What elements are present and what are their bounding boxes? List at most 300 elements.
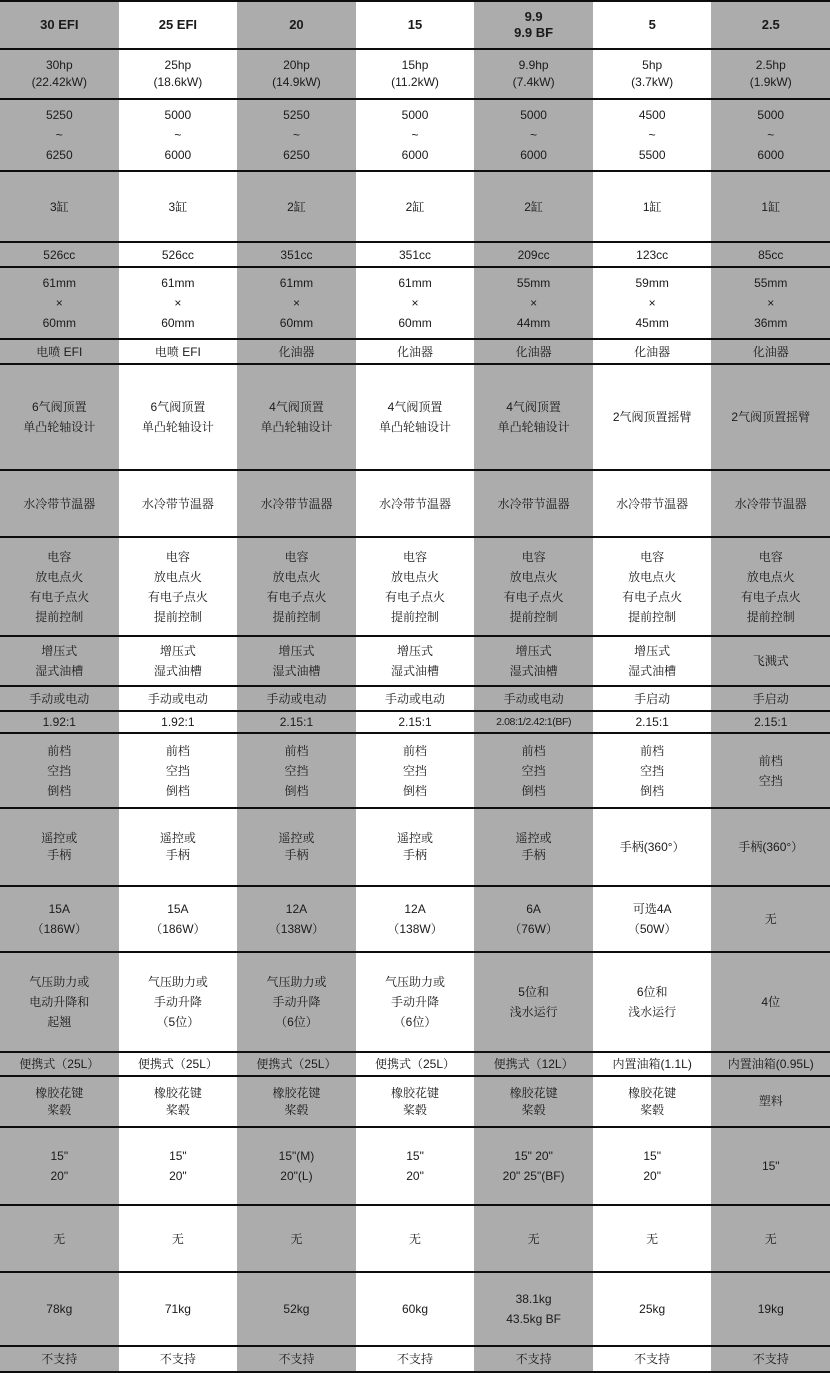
cell-text: 增压式: [41, 644, 78, 658]
cell-text: 15": [169, 1149, 187, 1163]
cell-cooling-col2: [119, 471, 238, 536]
cell-weight-col5: [474, 1273, 593, 1345]
cell-text: 15A: [48, 902, 70, 916]
cell-text: 手柄: [284, 848, 309, 862]
row-cooling: [0, 471, 830, 538]
row-fuel_system: [0, 340, 830, 365]
cell-support-col3: [237, 1347, 356, 1371]
cell-text: 5: [648, 17, 656, 32]
cell-text: 水冷带节温器: [260, 496, 333, 511]
cell-text: ~: [292, 128, 300, 142]
cell-text: （50W）: [627, 922, 677, 936]
cell-text: ~: [767, 128, 775, 142]
cell-cylinders-col7: [711, 172, 830, 241]
cell-text: 湿式油槽: [272, 664, 321, 678]
cell-text: 飞溅式: [752, 654, 789, 668]
cell-text: 15A: [167, 902, 189, 916]
cell-text: 无: [764, 912, 777, 926]
cell-text: 15"(M): [278, 1149, 315, 1163]
cell-starting-col7: [711, 687, 830, 710]
cell-control-col2: [119, 809, 238, 885]
cell-text: (11.2kW): [391, 75, 439, 89]
column-header-6: [593, 2, 712, 48]
cell-power-col2: [119, 50, 238, 98]
cell-text: ×: [55, 296, 63, 310]
cell-text: 放电点火: [628, 569, 677, 584]
cell-propeller-col4: [356, 1077, 475, 1126]
cell-text: 5500: [638, 148, 666, 162]
cell-text: （138W）: [387, 922, 443, 936]
cell-text: 2气阀顶置摇臂: [731, 410, 811, 424]
cell-shaft_length-col7: [711, 1128, 830, 1204]
cell-text: 电动升降和: [29, 995, 90, 1009]
cell-text: 不支持: [752, 1352, 789, 1366]
cell-text: 倒档: [47, 783, 72, 798]
cell-text: 15" 20": [514, 1149, 553, 1163]
row-alternator: [0, 887, 830, 953]
cell-text: 无: [290, 1231, 303, 1246]
cell-text: 2气阀顶置摇臂: [612, 410, 692, 424]
cell-displacement-col2: [119, 243, 238, 266]
cell-text: 526cc: [161, 247, 194, 262]
cell-text: 单凸轮轴设计: [379, 420, 452, 434]
cell-text: 前档: [758, 753, 783, 768]
cell-control-col4: [356, 809, 475, 885]
cell-text: 单凸轮轴设计: [260, 420, 333, 434]
cell-displacement-col7: [711, 243, 830, 266]
cell-text: 提前控制: [391, 609, 440, 624]
cell-ignition-col7: [711, 538, 830, 635]
cell-text: 手柄: [165, 848, 190, 862]
cell-text: 5000: [401, 108, 429, 122]
cell-text: 不支持: [634, 1352, 671, 1366]
cell-cylinders-col6: [593, 172, 712, 241]
cell-text: 湿式油槽: [509, 664, 558, 678]
cell-text: 桨毂: [521, 1102, 546, 1117]
cell-bore_stroke-col2: [119, 268, 238, 338]
cell-text: 25hp: [164, 58, 192, 72]
cell-text: 水冷带节温器: [616, 496, 689, 511]
cell-text: 15hp: [401, 58, 429, 72]
cell-lubrication-col7: [711, 637, 830, 685]
cell-starting-col3: [237, 687, 356, 710]
cell-text: 25kg: [639, 1302, 666, 1316]
cell-text: 空挡: [640, 763, 665, 778]
cell-gear_ratio-col4: [356, 712, 475, 732]
cell-rpm_range-col3: [237, 100, 356, 170]
cell-text: 25 EFI: [158, 17, 198, 32]
cell-gear_shift-col3: [237, 734, 356, 807]
cell-text: 9.9hp: [518, 58, 549, 72]
cell-ignition-col6: [593, 538, 712, 635]
cell-cooling-col3: [237, 471, 356, 536]
cell-text: 44mm: [516, 316, 551, 330]
cell-text: 1缸: [761, 199, 781, 214]
cell-text: 湿式油槽: [35, 664, 84, 678]
cell-rpm_range-col4: [356, 100, 475, 170]
cell-text: 4气阀顶置: [269, 400, 324, 414]
cell-text: （6位）: [393, 1015, 437, 1029]
row-starting: [0, 687, 830, 712]
cell-displacement-col5: [474, 243, 593, 266]
cell-text: （186W）: [31, 922, 87, 936]
cell-bore_stroke-col3: [237, 268, 356, 338]
cell-text: 前档: [47, 743, 72, 758]
row-gear_ratio: [0, 712, 830, 734]
cell-text: （76W）: [509, 922, 558, 936]
cell-text: 手柄: [521, 848, 546, 862]
cell-text: 水冷带节温器: [734, 496, 807, 511]
cell-text: 橡胶花键: [35, 1085, 84, 1100]
cell-cylinders-col3: [237, 172, 356, 241]
row-option_none: [0, 1206, 830, 1273]
cell-text: 气压助力或: [266, 975, 327, 989]
cell-text: 手柄(360°）: [738, 839, 804, 854]
cell-gear_ratio-col7: [711, 712, 830, 732]
cell-lubrication-col5: [474, 637, 593, 685]
row-lubrication: [0, 637, 830, 687]
cell-text: 无: [527, 1231, 540, 1246]
cell-text: 不支持: [515, 1352, 552, 1366]
cell-text: 不支持: [41, 1352, 78, 1366]
cell-text: 4气阀顶置: [506, 400, 561, 414]
cell-text: 55mm: [754, 276, 788, 290]
cell-text: 水冷带节温器: [23, 496, 96, 511]
cell-text: 橡胶花键: [153, 1085, 202, 1100]
cell-displacement-col6: [593, 243, 712, 266]
cell-text: 55mm: [516, 276, 551, 290]
cell-rpm_range-col1: [0, 100, 119, 170]
cell-text: 电喷 EFI: [154, 344, 201, 359]
cell-tilt-col3: [237, 953, 356, 1051]
cell-text: 526cc: [43, 247, 76, 262]
cell-text: 手动升降: [391, 995, 440, 1009]
cell-text: 20hp: [283, 58, 310, 72]
cell-text: 空挡: [47, 763, 72, 778]
cell-text: 便携式（25L）: [137, 1057, 218, 1071]
cell-displacement-col4: [356, 243, 475, 266]
cell-text: 2缸: [287, 199, 306, 214]
cell-text: 起翘: [47, 1015, 72, 1029]
cell-propeller-col2: [119, 1077, 238, 1126]
cell-fuel_tank-col2: [119, 1053, 238, 1075]
cell-tilt-col5: [474, 953, 593, 1051]
cell-text: 桨毂: [640, 1102, 665, 1117]
cell-bore_stroke-col7: [711, 268, 830, 338]
cell-fuel_tank-col6: [593, 1053, 712, 1075]
cell-text: 20: [289, 17, 304, 32]
cell-valve_config-col1: [0, 365, 119, 469]
cell-valve_config-col5: [474, 365, 593, 469]
cell-text: 放电点火: [746, 569, 795, 584]
cell-cooling-col4: [356, 471, 475, 536]
cell-ignition-col4: [356, 538, 475, 635]
cell-text: 2.5hp: [755, 58, 786, 72]
cell-support-col1: [0, 1347, 119, 1371]
cell-text: 湿式油槽: [391, 664, 440, 678]
cell-text: 电容: [521, 549, 546, 564]
cell-text: 手动或电动: [266, 691, 327, 706]
cell-support-col4: [356, 1347, 475, 1371]
cell-text: (7.4kW): [512, 75, 555, 89]
cell-alternator-col7: [711, 887, 830, 951]
cell-text: 橡胶花键: [272, 1085, 321, 1100]
cell-weight-col3: [237, 1273, 356, 1345]
cell-fuel_system-col4: [356, 340, 475, 363]
cell-text: ×: [411, 296, 419, 310]
cell-text: 塑料: [758, 1094, 783, 1108]
cell-text: 放电点火: [391, 569, 440, 584]
cell-text: 209cc: [517, 247, 550, 262]
cell-text: 前档: [165, 743, 190, 758]
cell-shaft_length-col5: [474, 1128, 593, 1204]
cell-gear_shift-col1: [0, 734, 119, 807]
cell-text: 不支持: [397, 1352, 434, 1366]
cell-text: 浅水运行: [628, 1005, 677, 1019]
cell-tilt-col6: [593, 953, 712, 1051]
cell-text: 电容: [165, 549, 190, 564]
cell-text: 提前控制: [746, 609, 795, 624]
cell-text: 5hp: [642, 58, 663, 72]
cell-text: 15: [407, 17, 423, 32]
row-displacement: [0, 243, 830, 268]
cell-cylinders-col4: [356, 172, 475, 241]
cell-text: 1缸: [642, 199, 662, 214]
cell-support-col5: [474, 1347, 593, 1371]
cell-text: 手动或电动: [503, 691, 564, 706]
cell-alternator-col5: [474, 887, 593, 951]
cell-ignition-col1: [0, 538, 119, 635]
cell-gear_shift-col7: [711, 734, 830, 807]
cell-fuel_tank-col5: [474, 1053, 593, 1075]
cell-text: ×: [530, 296, 538, 310]
cell-text: 有电子点火: [147, 589, 208, 604]
cell-control-col1: [0, 809, 119, 885]
cell-text: 化油器: [752, 344, 789, 359]
cell-rpm_range-col7: [711, 100, 830, 170]
cell-propeller-col3: [237, 1077, 356, 1126]
cell-text: 遥控或: [397, 831, 434, 845]
cell-propeller-col6: [593, 1077, 712, 1126]
cell-valve_config-col2: [119, 365, 238, 469]
cell-power-col5: [474, 50, 593, 98]
cell-text: 单凸轮轴设计: [497, 420, 570, 434]
cell-valve_config-col6: [593, 365, 712, 469]
cell-text: 2.15:1: [754, 715, 788, 729]
cell-text: 前档: [640, 743, 665, 758]
cell-text: 橡胶花键: [391, 1085, 440, 1100]
cell-cooling-col5: [474, 471, 593, 536]
cell-text: 遥控或: [515, 831, 552, 845]
cell-text: (1.9kW): [749, 75, 792, 89]
cell-text: 不支持: [159, 1352, 196, 1366]
cell-text: 20": [50, 1169, 69, 1183]
cell-text: 15": [406, 1149, 424, 1163]
cell-text: 倒档: [284, 783, 309, 798]
cell-text: 5000: [757, 108, 785, 122]
cell-text: 9.9: [524, 9, 543, 24]
cell-text: 电容: [284, 549, 309, 564]
cell-text: 60mm: [161, 316, 195, 330]
cell-propeller-col1: [0, 1077, 119, 1126]
cell-option_none-col5: [474, 1206, 593, 1271]
row-gear_shift: [0, 734, 830, 809]
cell-text: 空挡: [758, 773, 783, 788]
row-rpm_range: [0, 100, 830, 172]
cell-alternator-col1: [0, 887, 119, 951]
cell-text: 6000: [401, 148, 429, 162]
cell-fuel_tank-col3: [237, 1053, 356, 1075]
cell-text: （186W）: [150, 922, 206, 936]
cell-text: 2.15:1: [635, 715, 669, 729]
cell-text: 遥控或: [159, 831, 196, 845]
cell-text: 桨毂: [165, 1102, 190, 1117]
row-bore_stroke: [0, 268, 830, 340]
cell-text: 便携式（25L）: [375, 1057, 456, 1071]
cell-text: 不支持: [278, 1352, 315, 1366]
cell-text: 电容: [47, 549, 72, 564]
cell-text: 4500: [638, 108, 666, 122]
cell-power-col1: [0, 50, 119, 98]
cell-text: 6位和: [636, 985, 668, 999]
cell-text: 空挡: [403, 763, 428, 778]
cell-displacement-col3: [237, 243, 356, 266]
cell-text: 内置油箱(0.95L): [727, 1057, 814, 1071]
cell-text: 5250: [283, 108, 310, 122]
cell-text: 水冷带节温器: [379, 496, 452, 511]
cell-text: 6000: [757, 148, 785, 162]
row-shaft_length: [0, 1128, 830, 1206]
cell-text: 30 EFI: [40, 17, 79, 32]
cell-option_none-col6: [593, 1206, 712, 1271]
cell-power-col3: [237, 50, 356, 98]
cell-text: 增压式: [397, 644, 434, 658]
cell-text: 15": [761, 1159, 780, 1173]
cell-shaft_length-col2: [119, 1128, 238, 1204]
cell-text: 前档: [403, 743, 428, 758]
cell-text: 橡胶花键: [509, 1085, 558, 1100]
cell-text: 12A: [404, 902, 426, 916]
cell-fuel_system-col5: [474, 340, 593, 363]
cell-text: 遥控或: [278, 831, 315, 845]
cell-control-col5: [474, 809, 593, 885]
cell-text: 15": [50, 1149, 69, 1163]
cell-cylinders-col5: [474, 172, 593, 241]
cell-text: 20": [643, 1169, 661, 1183]
cell-shaft_length-col1: [0, 1128, 119, 1204]
cell-text: 无: [646, 1231, 659, 1246]
cell-alternator-col3: [237, 887, 356, 951]
cell-ignition-col2: [119, 538, 238, 635]
cell-text: 2.5: [761, 17, 780, 32]
cell-text: 空挡: [165, 763, 190, 778]
cell-text: 气压助力或: [385, 975, 446, 989]
cell-text: 71kg: [164, 1302, 191, 1316]
cell-option_none-col3: [237, 1206, 356, 1271]
cell-text: 61mm: [42, 276, 76, 290]
cell-text: 水冷带节温器: [141, 496, 214, 511]
cell-text: 手柄: [47, 848, 72, 862]
cell-text: （138W）: [268, 922, 325, 936]
cell-text: 61mm: [161, 276, 195, 290]
cell-text: 倒档: [165, 783, 190, 798]
cell-text: 85cc: [758, 247, 784, 262]
cell-lubrication-col2: [119, 637, 238, 685]
cell-text: 351cc: [399, 247, 432, 262]
cell-fuel_tank-col4: [356, 1053, 475, 1075]
cell-bore_stroke-col5: [474, 268, 593, 338]
row-tilt: [0, 953, 830, 1053]
cell-text: 增压式: [515, 644, 552, 658]
cell-text: 6000: [164, 148, 192, 162]
cell-text: （6位）: [275, 1015, 318, 1029]
cell-starting-col2: [119, 687, 238, 710]
cell-text: 单凸轮轴设计: [23, 420, 96, 434]
cell-text: 30hp: [45, 58, 73, 72]
cell-text: 60mm: [279, 316, 314, 330]
cell-rpm_range-col2: [119, 100, 238, 170]
cell-text: 电容: [640, 549, 665, 564]
cell-text: 内置油箱(1.1L): [612, 1057, 692, 1071]
cell-text: 6A: [526, 902, 541, 916]
cell-starting-col4: [356, 687, 475, 710]
cell-text: 45mm: [635, 316, 669, 330]
column-header-1: [0, 2, 119, 48]
cell-weight-col6: [593, 1273, 712, 1345]
cell-text: 6250: [45, 148, 73, 162]
cell-text: 放电点火: [153, 569, 202, 584]
row-propeller: [0, 1077, 830, 1128]
cell-text: 手启动: [634, 691, 671, 706]
cell-text: 前档: [521, 743, 546, 758]
cell-text: 桨毂: [47, 1102, 72, 1117]
cell-text: 化油器: [278, 344, 315, 359]
cell-text: 放电点火: [35, 569, 84, 584]
cell-gear_shift-col4: [356, 734, 475, 807]
cell-alternator-col4: [356, 887, 475, 951]
header-row: [0, 2, 830, 50]
cell-text: ~: [530, 128, 538, 142]
cell-text: 提前控制: [509, 609, 558, 624]
cell-cylinders-col2: [119, 172, 238, 241]
cell-support-col2: [119, 1347, 238, 1371]
cell-text: 5000: [164, 108, 192, 122]
cell-weight-col7: [711, 1273, 830, 1345]
cell-text: 电容: [758, 549, 783, 564]
cell-text: ~: [648, 128, 656, 142]
cell-text: 36mm: [754, 316, 788, 330]
cell-gear_ratio-col3: [237, 712, 356, 732]
cell-gear_shift-col5: [474, 734, 593, 807]
cell-text: 化油器: [515, 344, 552, 359]
cell-weight-col2: [119, 1273, 238, 1345]
cell-text: 60kg: [402, 1302, 429, 1316]
cell-text: 123cc: [636, 247, 669, 262]
cell-text: 橡胶花键: [628, 1085, 677, 1100]
cell-text: 78kg: [46, 1302, 73, 1316]
cell-text: 20": [169, 1169, 187, 1183]
cell-starting-col6: [593, 687, 712, 710]
row-ignition: [0, 538, 830, 637]
cell-text: 手动或电动: [29, 691, 90, 706]
cell-lubrication-col6: [593, 637, 712, 685]
cell-text: 桨毂: [284, 1102, 309, 1117]
cell-text: 5000: [520, 108, 547, 122]
row-weight: [0, 1273, 830, 1347]
cell-tilt-col1: [0, 953, 119, 1051]
cell-text: 60mm: [398, 316, 432, 330]
cell-text: 20" 25"(BF): [502, 1169, 565, 1183]
